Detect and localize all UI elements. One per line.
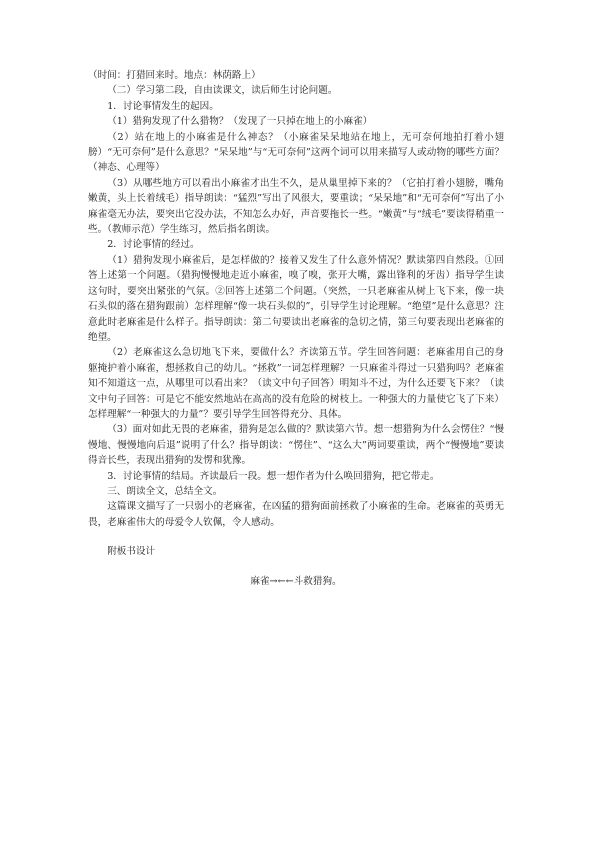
summary-paragraph: 这篇课文描写了一只弱小的老麻雀，在凶猛的猎狗面前拯救了小麻雀的生命。老麻雀的英勇无畏，老麻雀伟大的母爱令人钦佩，令人感动。 (88, 501, 504, 528)
section-heading-2: （二）学习第二段，自由读课文，读后师生讨论问题。 (107, 85, 338, 97)
question-1: （1）猎狗发现了什么猎物？（发现了一只掉在地上的小麻雀） (107, 116, 373, 128)
section-heading-3: 三、朗读全文，总结全文。 (107, 485, 223, 497)
board-design-content: 麻雀→←←斗救猎狗。 (250, 575, 342, 587)
process-question-3: （3）面对如此无畏的老麻雀，猎狗是怎么做的？默读第六节。想一想猎狗为什么会愣住？“慢慢地、慢慢地向后退”说明了什么？指导朗读：“愣住”、“这么大”两词要重读，两个“慢慢地”要读得音长些，表现出猎狗的发愣和犹豫。 (88, 424, 504, 467)
question-3: （3）从哪些地方可以看出小麻雀才出生不久，是从巢里掉下来的？（它拍打着小翅膀，嘴角嫩黄，头上长着绒毛）指导朗读：“猛烈”写出了风很大，要重读；“呆呆地”和“无可奈何”写出了小麻雀毫无办法，要突出它没办法，不知怎么办好，声音要拖长一些。“嫩黄”与“绒毛”要读得稍重一些。（教师示范）学生练习，然后指名朗读。 (88, 177, 504, 236)
process-question-1: （1）猎狗发现小麻雀后，是怎样做的？接着又发生了什么意外情况？默读第四自然段。①回答上述第一个问题。（猎狗慢慢地走近小麻雀，嗅了嗅，张开大嘴，露出锋利的牙齿）指导学生读这句时，要突出紧张的气氛。②回答上述第二个问题。（突然，一只老麻雀从树上飞下来，像一块石头似的落在猎狗跟前）怎样理解“像一块石头似的”，引导学生讨论理解。“绝望”是什么意思？注意此时老麻雀是什么样子。指导朗读：第二句要读出老麻雀的急切之情，第三句要表现出老麻雀的绝望。 (88, 254, 504, 343)
subsection-cause: 1．讨论事情发生的起因。 (107, 100, 219, 112)
question-2: （2）站在地上的小麻雀是什么神态？（小麻雀呆呆地站在地上，无可奈何地拍打着小翅膀）“无可奈何”是什么意思？“呆呆地”与“无可奈何”这两个词可以用来描写人或动物的哪些方面？（神态、心理等） (88, 131, 504, 174)
subsection-ending: 3．讨论事情的结局。齐读最后一段。想一想作者为什么唤回猎狗，把它带走。 (107, 470, 440, 482)
scene-note: （时间：打猎回来时。地点：林荫路上） (88, 70, 261, 81)
process-question-2: （2）老麻雀这么急切地飞下来，要做什么？齐读第五节。学生回答问题：老麻雀用自己的身躯掩护着小麻雀，想拯救自己的幼儿。“拯救”一词怎样理解？一只麻雀斗得过一只猎狗吗？老麻雀知不知道这一点，从哪里可以看出来？（读文中句子回答）明知斗不过，为什么还要飞下来？（读文中句子回答：可是它不能安然地站在高高的没有危险的树枝上。一种强大的力量使它飞了下来）怎样理解“一种强大的力量”？要引导学生回答得充分、具体。 (88, 347, 504, 420)
board-design-heading: 附板书设计 (107, 546, 156, 558)
document-page (88, 68, 504, 589)
subsection-process: 2．讨论事情的经过。 (107, 239, 200, 251)
